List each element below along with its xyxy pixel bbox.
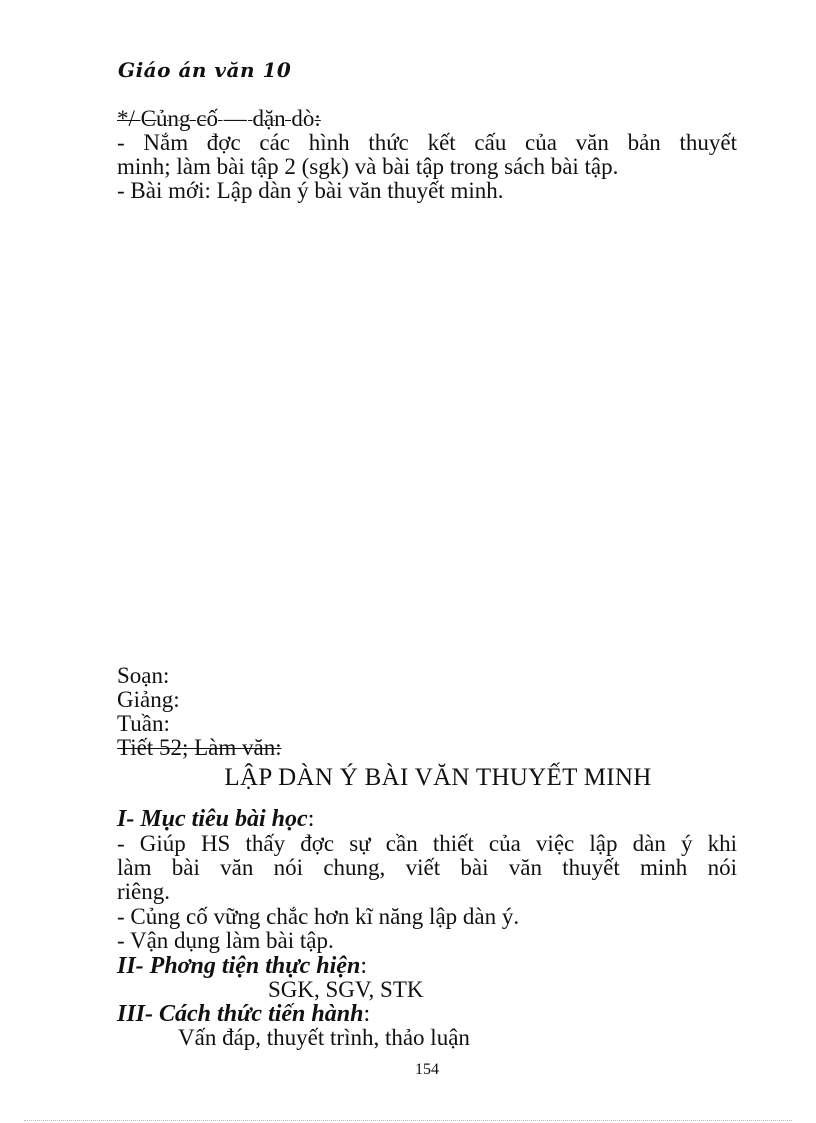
lesson-tiet: Tiết 52; Làm văn: [117, 735, 282, 760]
section-2-colon: : [360, 953, 367, 979]
section-1-heading [117, 806, 314, 832]
section-1-item-1-line-3: riêng. [117, 879, 171, 904]
section-1-colon: : [307, 806, 315, 832]
running-header: Giáo án văn 10 [118, 58, 292, 82]
section-2-heading [117, 953, 367, 979]
page-number: 154 [415, 1061, 439, 1078]
section-1-item-1-line-2: làm bài văn nói chung, viết bài văn thuyết minh nói [117, 855, 737, 880]
section-3-heading [117, 1001, 370, 1027]
section-3-colon: : [363, 1001, 371, 1027]
lesson-soan: Soạn: [117, 663, 170, 688]
section-1-item-2: - Củng cố vững chắc hơn kĩ năng lập dàn ý. [117, 904, 520, 929]
section-2-heading-text: II- Phơng tiện thực hiện [117, 953, 361, 979]
lesson-tuan: Tuần: [117, 711, 170, 736]
recap-heading: */ Củng cố — dặn dò: [117, 106, 321, 131]
recap-line-3: - Bài mới: Lập dàn ý bài văn thuyết minh. [117, 178, 504, 203]
section-3-heading-text: III- Cách thức tiến hành [117, 1001, 364, 1027]
section-1-item-3: - Vận dụng làm bài tập. [117, 928, 334, 953]
recap-line-2: minh; làm bài tập 2 (sgk) và bài tập trong sách bài tập. [117, 154, 619, 179]
bottom-dotted-divider [24, 1120, 792, 1121]
section-1-item-1-line-1: - Giúp HS thấy đợc sự cần thiết của việc lập dàn ý khi [117, 831, 737, 856]
recap-line-1: - Nắm đợc các hình thức kết cấu của văn bản thuyết [117, 130, 737, 155]
section-1-heading-text: I- Mục tiêu bài học [117, 806, 308, 832]
lesson-giang: Giảng: [117, 687, 180, 712]
section-3-content: Vấn đáp, thuyết trình, thảo luận [178, 1025, 470, 1050]
section-2-content: SGK, SGV, STK [268, 977, 424, 1002]
page-title: LẬP DÀN Ý BÀI VĂN THUYẾT MINH [224, 764, 652, 791]
